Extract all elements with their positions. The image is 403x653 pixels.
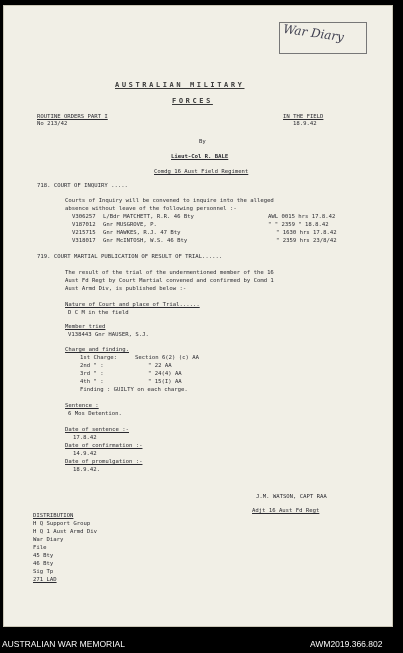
- person-detail: " 2359 hrs 23/8/42: [276, 238, 337, 244]
- date-promul-value: 18.9.42.: [73, 467, 100, 473]
- person-name: Gnr HAWKES, R.J. 47 Bty: [103, 230, 181, 236]
- section-718-text1: Courts of Inquiry will be convened to inquire into the alleged: [65, 198, 274, 204]
- commander-name: Lieut-Col R. BALE: [171, 154, 229, 160]
- routine-orders-title: ROUTINE ORDERS PART I: [37, 114, 108, 120]
- sentence-label: Sentence :: [65, 403, 99, 409]
- person-detail: AWL 0015 hrs 17.8.42: [268, 214, 336, 220]
- section-718-heading: 718. COURT OF INQUIRY .....: [37, 183, 128, 189]
- charge-ordinal: 3rd " :: [80, 371, 104, 377]
- person-detail: " 1630 hrs 17.8.42: [276, 230, 337, 236]
- routine-orders-number: No 213/42: [37, 121, 68, 127]
- person-name: Gnr MUSGROVE, P.: [103, 222, 157, 228]
- charge-section: " 15(I) AA: [148, 379, 182, 385]
- location-place: IN THE FIELD: [283, 114, 324, 120]
- signature-name: J.M. WATSON, CAPT RAA: [256, 494, 327, 500]
- distribution-item: H Q Support Group: [33, 521, 91, 527]
- distribution-item: Sig Tp: [33, 569, 54, 575]
- person-no: V306257: [72, 214, 96, 220]
- distribution-item: 46 Bty: [33, 561, 54, 567]
- person-name: L/Bdr MATCHETT, R.R. 46 Bty: [103, 214, 194, 220]
- section-719-text2: Aust Fd Regt by Court Martial convened and confirmed by Comd 1: [65, 278, 274, 284]
- charge-section: " 22 AA: [148, 363, 172, 369]
- nature-label: Nature of Court and place of Trial......: [65, 302, 200, 308]
- location-date: 18.9.42: [293, 121, 317, 127]
- sentence-value: 6 Mos Detention.: [68, 411, 122, 417]
- person-detail: " " 2359 " 18.8.42: [268, 222, 329, 228]
- section-719-text3: Aust Armd Div, is published below :-: [65, 286, 187, 292]
- person-no: V215715: [72, 230, 96, 236]
- member-value: V138443 Gnr HAUSER, S.J.: [68, 332, 149, 338]
- commander-title: Comdg 16 Aust Field Regiment: [154, 169, 249, 175]
- date-confirm-value: 14.9.42: [73, 451, 97, 457]
- charge-label: Charge and finding.: [65, 347, 129, 353]
- charge-ordinal: 2nd " :: [80, 363, 104, 369]
- charge-section: " 24(4) AA: [148, 371, 182, 377]
- footer-accession-number: AWM2019.366.802: [310, 639, 383, 649]
- distribution-item: 45 Bty: [33, 553, 54, 559]
- heading-line2: FORCES: [172, 97, 213, 105]
- date-confirm-label: Date of confirmation :-: [65, 443, 143, 449]
- distribution-item: War Diary: [33, 537, 64, 543]
- charge-section: Section 6(2) (c) AA: [135, 355, 199, 361]
- heading-line1: AUSTRALIAN MILITARY: [115, 81, 245, 89]
- section-719-heading: 719. COURT MARTIAL PUBLICATION OF RESULT OF TRIAL......: [37, 254, 223, 260]
- person-no: V318017: [72, 238, 96, 244]
- person-name: Gnr McINTOSH, W.S. 46 Bty: [103, 238, 188, 244]
- distribution-heading: DISTRIBUTION: [33, 513, 74, 519]
- date-sentence-label: Date of sentence :-: [65, 427, 129, 433]
- date-promul-label: Date of promulgation :-: [65, 459, 143, 465]
- signature-title: Adjt 16 Aust Fd Regt: [252, 508, 320, 514]
- charge-ordinal: 1st Charge:: [80, 355, 118, 361]
- date-sentence-value: 17.8.42: [73, 435, 97, 441]
- distribution-item: File: [33, 545, 47, 551]
- handwritten-note: War Diary: [282, 21, 345, 45]
- member-label: Member tried: [65, 324, 106, 330]
- distribution-item: H Q 1 Aust Armd Div: [33, 529, 97, 535]
- by-line: By: [199, 139, 206, 145]
- section-719-text1: The result of the trial of the undermentioned member of the 16: [65, 270, 274, 276]
- footer-credit: AUSTRALIAN WAR MEMORIAL: [2, 639, 125, 649]
- distribution-item: 271 LAD: [33, 577, 57, 583]
- charge-ordinal: 4th " :: [80, 379, 104, 385]
- nature-value: D C M in the field: [68, 310, 129, 316]
- section-718-text2: absence without leave of the following personnel :-: [65, 206, 237, 212]
- finding: Finding : GUILTY on each charge.: [80, 387, 188, 393]
- person-no: V187012: [72, 222, 96, 228]
